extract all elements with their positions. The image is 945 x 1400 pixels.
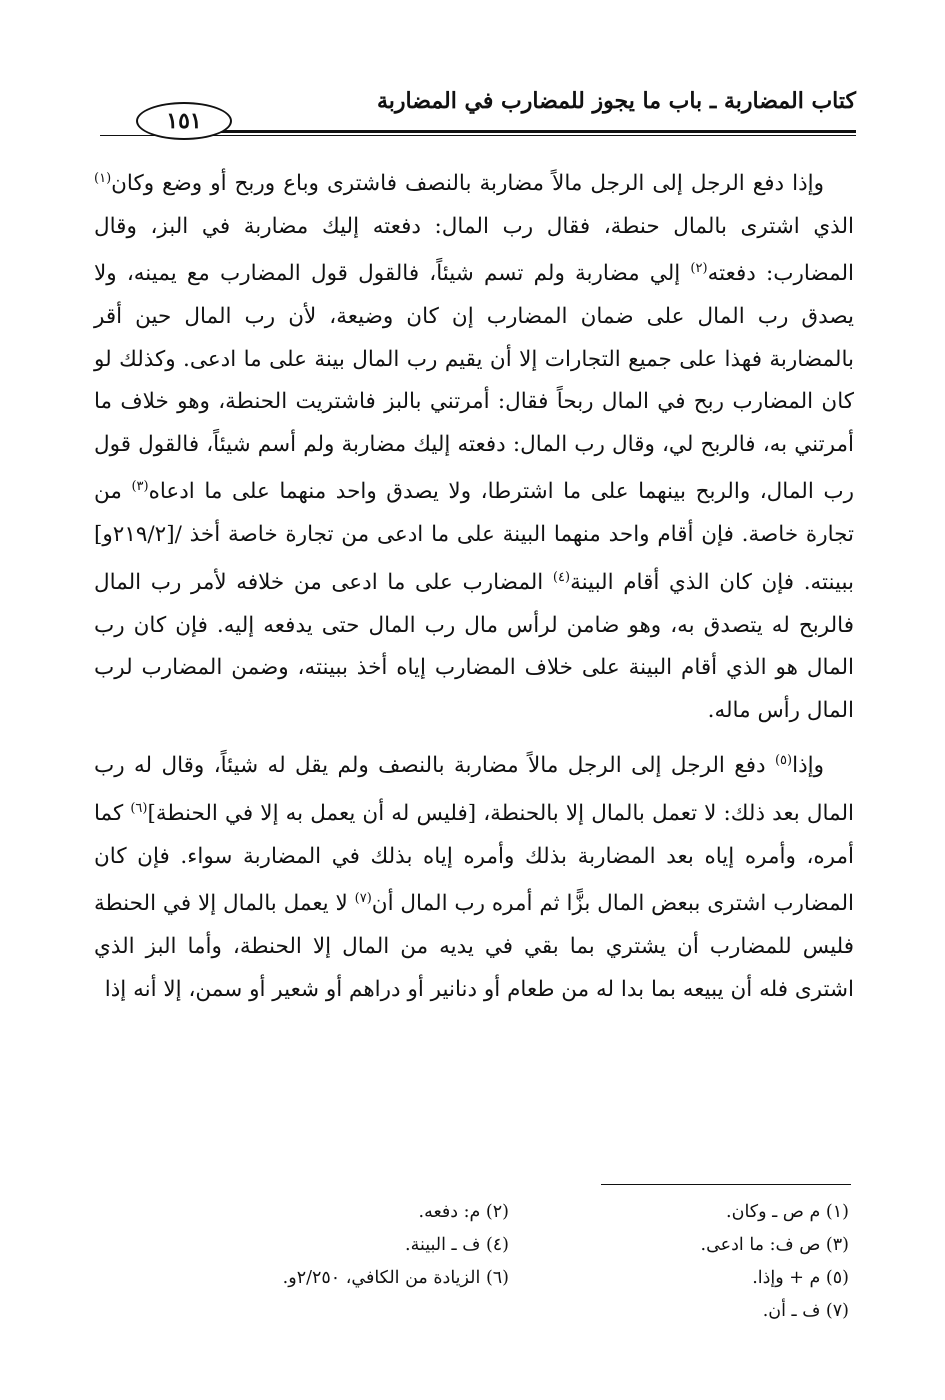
footnotes-left-column bbox=[169, 1196, 509, 1295]
text-run: المضارب على ما ادعى من خلافه لأمر رب المال فالربح له يتصدق به، وهو ضامن لرأس مال رب المال حتى يدفعه إليه. فإن كان رب المال هو الذي أقام البينة على خلاف المضارب إياه أخذ ببينته، وضمن المضارب لرب المال رأس ماله. bbox=[94, 569, 854, 723]
text-run: لا يعمل بالمال إلا في الحنطة فليس للمضارب أن يشتري بما بقي في يديه من المال إلا الحنطة، وأما البز الذي اشترى فله أن يبيعه بما بدا له من طعام أو دنانير أو دراهم أو شعير أو سمن، إلا أنه إذا bbox=[94, 891, 854, 1002]
text-run: إلي مضاربة ولم تسم شيئاً، فالقول قول المضارب مع يمينه، ولا يصدق رب المال على ضمان المضارب إن كان وضيعة، لأن رب المال حين أقر بالمضاربة فهذا على جميع التجارات إلا أن يقيم رب المال بينة على ما ادعى. وكذلك لو كان المضارب ربح في المال ربحاً فقال: أمرتني بالبز فاشتريت الحنطة، وهو خلاف ما أمرتني به، فالربح لي، وقال رب المال: دفعته إليك مضاربة ولم أسم شيئاً، فالقول قول رب المال، والربح بينهما على ما اشترطا، ولا يصدق واحد منهما على ما ادعاه bbox=[94, 261, 854, 505]
footnote: (٢) م: دفعه. bbox=[418, 1202, 509, 1222]
text-run: وإذا دفع الرجل إلى الرجل مالاً مضاربة بالنصف فاشترى وباع وربح أو وضع وكان bbox=[111, 171, 824, 197]
footnote: (٦) الزيادة من الكافي، ٢/٢٥٠و. bbox=[282, 1268, 509, 1288]
text-run: وإذا bbox=[792, 753, 824, 779]
footnote: (٣) ص ف: ما ادعى. bbox=[700, 1235, 849, 1255]
text-run: من تجارة خاصة. فإن أقام واحد منهما البينة على ما ادعى من تجارة خاصة أخذ /[٢١٩/٢و] ببينته. فإن كان الذي أقام البينة bbox=[94, 479, 854, 595]
footnote: (٥) م + وإذا. bbox=[752, 1268, 849, 1288]
footnote: (٤) ف ـ البينة. bbox=[405, 1235, 509, 1255]
text-run: كما أمره، وأمره إياه بعد المضاربة بذلك وأمره إياه بذلك في المضاربة سواء. فإن كان المضارب اشترى ببعض المال بزًّا ثم أمره رب المال أن bbox=[94, 801, 854, 917]
footnotes-right-column bbox=[509, 1196, 849, 1328]
text-run: الذي اشترى بالمال حنطة، فقال رب المال: دفعته إليك مضاربة في البز، وقال المضارب: دفعته bbox=[94, 213, 854, 287]
page-number: ١٥١ bbox=[136, 102, 232, 140]
header-title: كتاب المضاربة ـ باب ما يجوز للمضارب في المضاربة bbox=[377, 88, 856, 114]
header-rule bbox=[220, 130, 856, 133]
paragraph bbox=[94, 740, 854, 1011]
main-text bbox=[94, 158, 854, 1011]
footnote-marker: (٣) bbox=[131, 479, 149, 495]
footnote: (١) م ص ـ وكان. bbox=[726, 1202, 849, 1222]
text-run: دفع الرجل إلى الرجل مالاً مضاربة بالنصف ولم يقل له شيئاً، وقال له رب المال بعد ذلك: لا تعمل بالمال إلا بالحنطة، [فليس له أن يعمل به إلا في الحنطة] bbox=[94, 753, 854, 827]
running-header bbox=[100, 88, 856, 134]
footnote-marker: (٧) bbox=[354, 891, 372, 907]
footnote-marker: (٤) bbox=[552, 569, 571, 585]
footnote-marker: (١) bbox=[94, 171, 112, 186]
footnote-rule bbox=[601, 1184, 851, 1185]
footnote-marker: (٥) bbox=[774, 753, 793, 769]
paragraph bbox=[94, 158, 854, 732]
footnote-marker: (٢) bbox=[690, 261, 708, 277]
footnote: (٧) ف ـ أن. bbox=[762, 1301, 849, 1321]
footnote-marker: (٦) bbox=[130, 801, 148, 817]
